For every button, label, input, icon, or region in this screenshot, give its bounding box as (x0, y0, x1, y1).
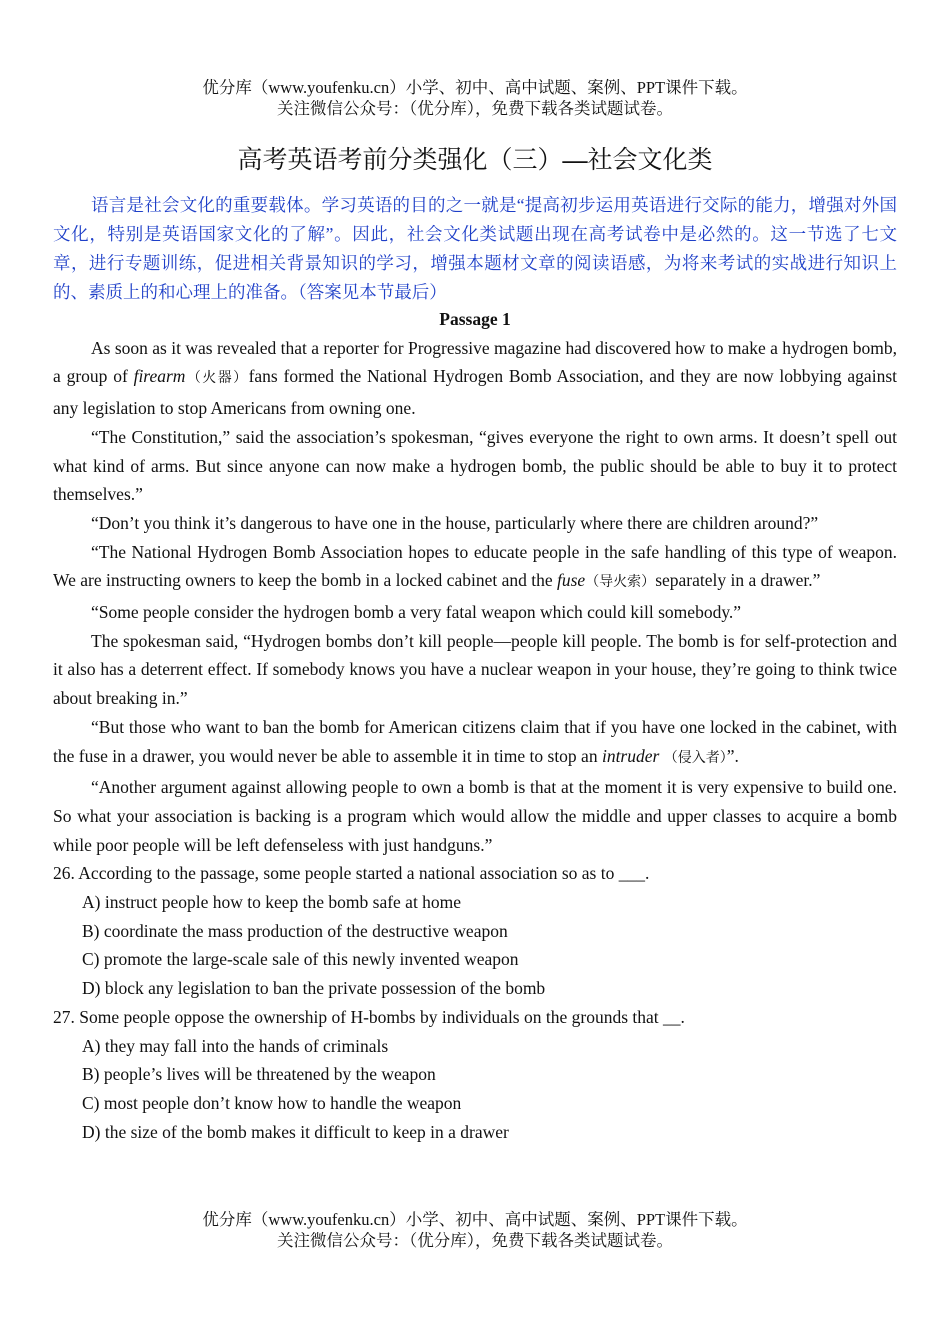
question-stem: 27. Some people oppose the ownership of H-bombs by individuals on the grounds that __. (53, 1006, 685, 1027)
question-option: D) the size of the bomb makes it difficult to keep in a drawer (82, 1121, 509, 1142)
question-option: A) they may fall into the hands of criminals (82, 1035, 389, 1056)
title-main: 高考英语考前分类强化（三） (237, 147, 563, 174)
header-line-1: 优分库（www.youfenku.cn）小学、初中、高中试题、案例、PPT课件下载。 (202, 78, 748, 97)
question-option: C) most people don’t know how to handle the weapon (82, 1092, 462, 1113)
title-dash: — (562, 147, 588, 174)
passage-paragraph: “But those who want to ban the bomb for American citizens claim that if you have one locked in the cabinet, with the fuse in a drawer, you would never be able to assemble it in time to stop an intruder （侵入者）”. (53, 716, 897, 766)
passage-paragraph: “The National Hydrogen Bomb Association hopes to educate people in the safe handling of this type of weapon. We are instructing owners to keep the bomb in a locked cabinet and the fuse（导火索）separately in a drawer.” (53, 541, 897, 591)
term-fuse: fuse (556, 570, 586, 591)
gloss-firearm: （火器） (185, 371, 249, 387)
footer-line-1: 优分库（www.youfenku.cn）小学、初中、高中试题、案例、PPT课件下载。 (202, 1210, 748, 1229)
question-option: C) promote the large-scale sale of this newly invented weapon (82, 949, 519, 970)
question-option: B) coordinate the mass production of the destructive weapon (82, 920, 508, 941)
intro-paragraph: 语言是社会文化的重要载体。学习英语的目的之一就是“提高初步运用英语进行交际的能力，增强对外国文化，特别是英语国家文化的了解”。因此，社会文化类试题出现在高考试卷中是必然的。这一节选了七文章，进行专题训练，促进相关背景知识的学习，增强本题材文章的阅读语感，为将来考试的实战进行知识上的、素质上的和心理上的准备。（答案见本节最后） (53, 195, 897, 302)
question-stem: 26. According to the passage, some people started a national association so as to ___. (53, 863, 650, 884)
gloss-intruder: （侵入者） (663, 750, 727, 766)
passage-content (53, 305, 897, 1146)
page-header (0, 77, 950, 119)
passage-paragraph: “Another argument against allowing people to own a bomb is that at the moment it is very expensive to build one. So what your association is backing is a program which would allow the middle and upper classes to acquire a bomb while poor people will be left defenseless with just handguns.” (53, 777, 897, 855)
question-option: A) instruct people how to keep the bomb safe at home (82, 892, 462, 913)
question-option: D) block any legislation to ban the private possession of the bomb (82, 978, 546, 999)
question-option: B) people’s lives will be threatened by the weapon (82, 1064, 436, 1085)
passage-paragraph: “Don’t you think it’s dangerous to have one in the house, particularly where there are children around?” (91, 512, 819, 533)
passage-paragraph: As soon as it was revealed that a reporter for Progressive magazine had discovered how to make a hydrogen bomb, a group of firearm（火器）fans formed the National Hydrogen Bomb Association, and they are now lobbying against any legislation to stop Americans from owning one. (53, 337, 897, 419)
title-sub: 社会文化类 (587, 147, 713, 174)
term-intruder: intruder (601, 745, 660, 766)
header-line-2: 关注微信公众号：（优分库），免费下载各类试题试卷。 (277, 99, 673, 118)
passage-title: Passage 1 (439, 309, 511, 329)
document-title (0, 144, 950, 178)
passage-paragraph: “Some people consider the hydrogen bomb a very fatal weapon which could kill somebody.” (91, 602, 742, 623)
passage-paragraph: “The Constitution,” said the association’s spokesman, “gives everyone the right to own arms. It doesn’t spell out what kind of arms. But since anyone can now make a hydrogen bomb, the public should be able to buy it to protect themselves.” (53, 426, 897, 505)
passage-paragraph: The spokesman said, “Hydrogen bombs don’t kill people—people kill people. The bomb is for self-protection and it also has a deterrent effect. If somebody knows you have a nuclear weapon in your house, they’re going to think twice about breaking in.” (53, 630, 897, 709)
gloss-fuse: （导火索） (585, 575, 656, 591)
term-firearm: firearm (133, 366, 186, 387)
page-footer (0, 1209, 950, 1251)
footer-line-2: 关注微信公众号：（优分库），免费下载各类试题试卷。 (277, 1231, 673, 1250)
